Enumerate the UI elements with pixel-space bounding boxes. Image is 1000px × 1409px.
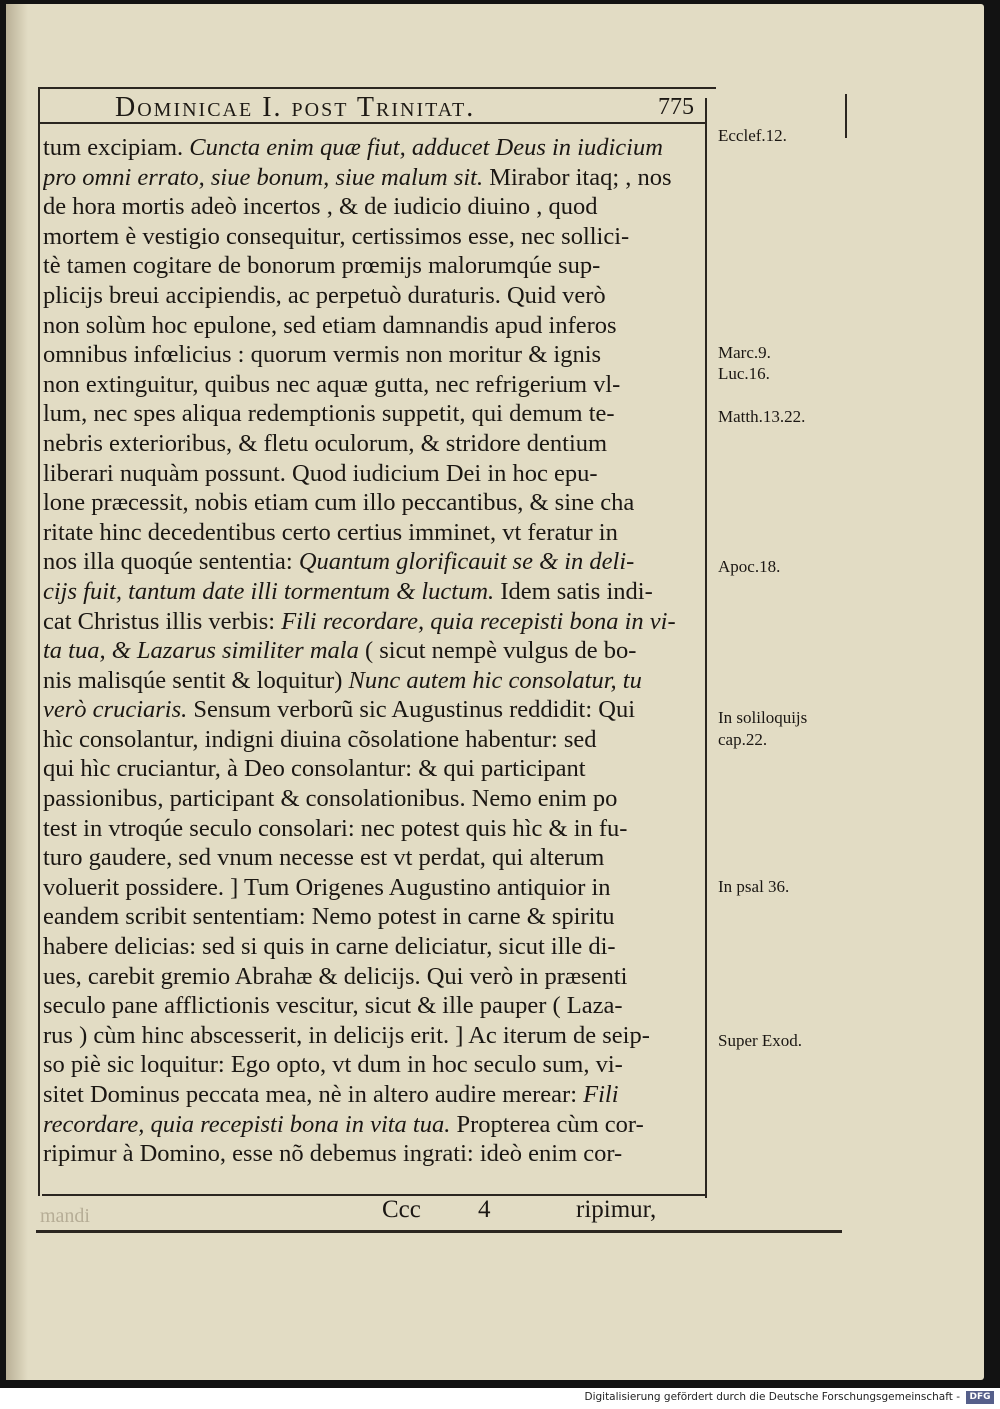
text-line: omnibus infœlicius : quorum vermis non moritur & ignis [43, 341, 602, 369]
gutter-shadow [6, 4, 28, 1380]
dfg-logo: DFG [966, 1391, 994, 1404]
text-line: tè tamen cogitare de bonorum prœmijs malorumqúe sup- [43, 252, 601, 280]
text-column-right-rule [705, 98, 707, 1198]
text-line: turo gaudere, sed vnum necesse est vt perdat, qui alterum [43, 844, 605, 872]
margin-note-soliloquies: In soliloquijs [718, 708, 808, 727]
text-line: lum, nec spes aliqua redemptionis suppetit, qui demum te- [43, 400, 615, 428]
text-line: sitet Dominus peccata mea, nè in altero audire merear: Fili [43, 1081, 619, 1108]
text-line: voluerit possidere. ] Tum Origenes Augustino antiquior in [43, 873, 611, 901]
margin-note-matthew: Matth.13.22. [718, 407, 806, 426]
catchword: ripimur, [576, 1196, 657, 1223]
text-line: plicijs breui accipiendis, ac perpetuò duraturis. Quid verò [43, 281, 606, 309]
show-through-text: mandi [40, 1205, 90, 1227]
text-line: liberari nuquàm possunt. Quod iudicium Dei in hoc epu- [43, 459, 598, 487]
text-line: ta tua, & Lazarus similiter mala ( sicut nempè vulgus de bo- [43, 637, 637, 665]
text-line: hìc consolantur, indigni diuina cõsolatione habentur: sed [43, 725, 597, 753]
text-line: passionibus, participant & consolationibus. Nemo enim po [43, 785, 618, 813]
main-text [43, 133, 698, 1169]
text-line: nis malisqúe sentit & loquitur) Nunc autem hic consolatur, tu [43, 666, 642, 694]
text-line: test in vtroqúe seculo consolari: nec potest quis hìc & in fu- [43, 814, 628, 842]
running-title: Dominicae I. post Trinitat. [115, 92, 476, 123]
text-line: verò cruciaris. Sensum verborũ sic Augustinus reddidit: Qui [43, 696, 636, 724]
page-number: 775 [658, 94, 694, 120]
margin-note-exodus: Super Exod. [718, 1031, 803, 1050]
header-rule-top [38, 87, 716, 89]
text-line: so piè sic loquitur: Ego opto, vt dum in hoc seculo sum, vi- [43, 1051, 623, 1079]
text-line: qui hìc cruciantur, à Deo consolantur: & qui participant [43, 755, 586, 783]
bottom-rule [36, 1230, 842, 1233]
signature-number: 4 [478, 1196, 491, 1223]
margin-column-right-rule [845, 94, 847, 138]
text-line: nos illa quoqúe sententia: Quantum glorificauit se & in deli- [43, 548, 635, 576]
text-line: cijs fuit, tantum date illi tormentum & luctum. Idem satis indi- [43, 577, 653, 605]
text-line: ripimur à Domino, esse nõ debemus ingrati: ideò enim cor- [43, 1140, 623, 1168]
signature-mark: Ccc [382, 1196, 421, 1223]
text-line: mortem è vestigio consequitur, certissimos esse, nec sollici- [43, 222, 630, 250]
text-line: pro omni errato, siue bonum, siue malum sit. Mirabor itaq; , nos [43, 163, 672, 191]
text-line: ues, carebit gremio Abrahæ & delicijs. Qui verò in præsenti [43, 962, 628, 990]
text-line: seculo pane afflictionis vescitur, sicut & ille pauper ( Laza- [43, 992, 623, 1020]
digitization-footer [0, 1388, 1000, 1409]
margin-note-ecclesiastes: Ecclef.12. [718, 126, 787, 145]
text-line: eandem scribit sententiam: Nemo potest in carne & spiritu [43, 903, 615, 931]
margin-note-luke: Luc.16. [718, 364, 770, 383]
text-line: lone præcessit, nobis etiam cum illo peccantibus, & sine cha [43, 489, 635, 517]
text-line: habere delicias: sed si quis in carne deliciatur, sicut ille di- [43, 933, 616, 961]
text-line: nebris exterioribus, & fletu oculorum, & stridore dentium [43, 429, 608, 457]
margin-note-mark: Marc.9. [718, 343, 771, 362]
text-line: non solùm hoc epulone, sed etiam damnandis apud inferos [43, 311, 617, 339]
margin-note-chapter: cap.22. [718, 730, 768, 749]
text-line: rus ) cùm hinc abscesserit, in delicijs erit. ] Ac iterum de seip- [43, 1021, 650, 1049]
margin-note-psalm: In psal 36. [718, 877, 790, 896]
text-line: ritate hinc decedentibus certo certius imminet, vt feratur in [43, 518, 618, 546]
funding-notice: Digitalisierung gefördert durch die Deutsche Forschungsgemeinschaft - [584, 1391, 960, 1403]
text-line: non extinguitur, quibus nec aquæ gutta, nec refrigerium vl- [43, 370, 621, 398]
text-line: tum excipiam. Cuncta enim quæ fiut, adducet Deus in iudicium [43, 134, 663, 161]
text-line: recordare, quia recepisti bona in vita tua. Propterea cùm cor- [43, 1110, 644, 1138]
text-line: de hora mortis adeò incertos , & de iudicio diuino , quod [43, 193, 598, 221]
text-line: cat Christus illis verbis: Fili recordare, quia recepisti bona in vi- [43, 607, 676, 635]
margin-note-apocalypse: Apoc.18. [718, 557, 781, 576]
text-column-left-rule [38, 88, 40, 1196]
